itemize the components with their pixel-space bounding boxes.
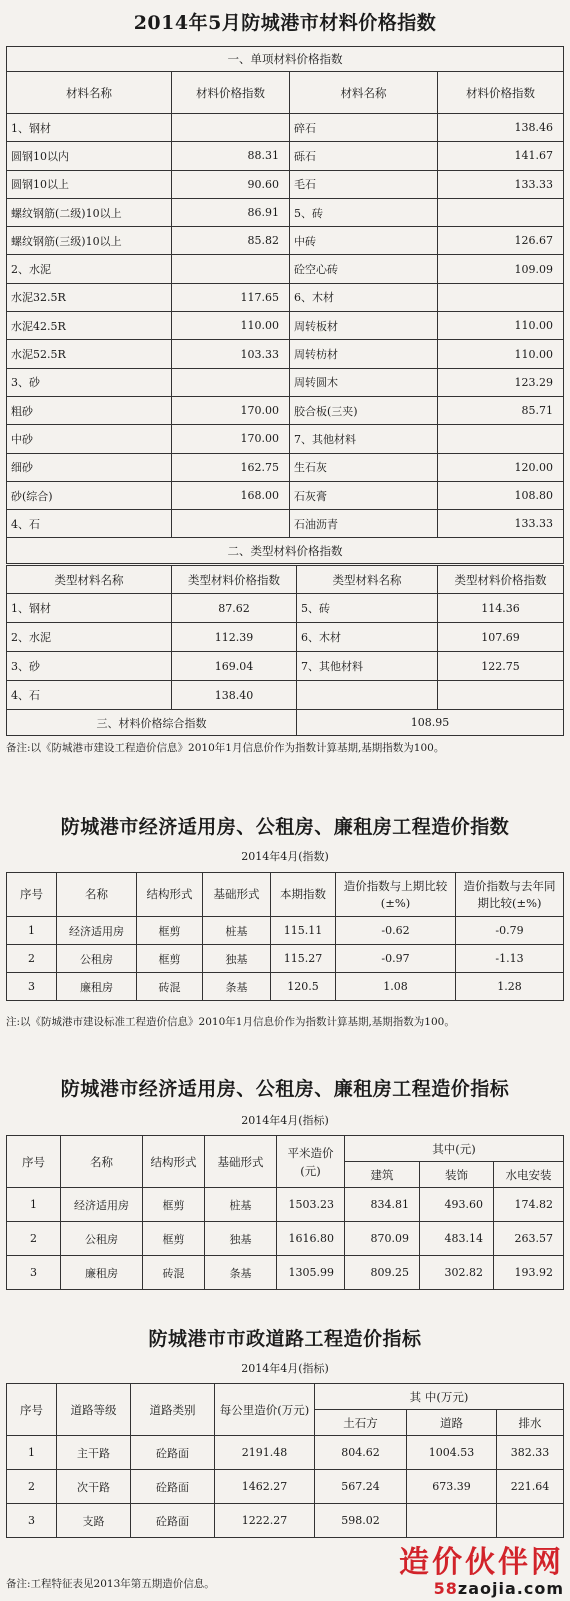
table-cell: 1.28 <box>456 973 564 1001</box>
table-cell: 独基 <box>205 1222 277 1256</box>
table-cell: 1616.80 <box>277 1222 345 1256</box>
table-row <box>7 255 564 283</box>
table-cell: 1222.27 <box>215 1504 315 1538</box>
table-cell: 廉租房 <box>61 1256 143 1290</box>
table-cell: 263.57 <box>494 1222 564 1256</box>
material-index-cell: 133.33 <box>438 170 564 198</box>
material-index-cell: 141.67 <box>438 142 564 170</box>
table-row <box>7 1256 564 1290</box>
col-header: 序号 <box>7 873 57 917</box>
col-header: 基础形式 <box>205 1136 277 1188</box>
col-header: 材料名称 <box>7 72 172 114</box>
type-name-cell: 7、其他材料 <box>297 652 438 681</box>
road-cost-title: 防城港市市政道路工程造价指标 <box>148 1328 422 1350</box>
table-row <box>7 1222 564 1256</box>
table-cell: -0.79 <box>456 917 564 945</box>
material-name-cell: 水泥52.5R <box>7 340 172 368</box>
watermark-url <box>399 1580 564 1598</box>
col-header: 类型材料价格指数 <box>172 566 297 594</box>
col-header: 水电安装 <box>494 1162 564 1188</box>
header-row <box>7 873 564 917</box>
material-rows <box>7 114 564 538</box>
watermark-url-rest: zaojia.com <box>457 1579 564 1598</box>
section2-title: 二、类型材料价格指数 <box>7 538 564 564</box>
material-index-cell: 108.80 <box>438 481 564 509</box>
table-cell: 1004.53 <box>407 1436 497 1470</box>
material-index-cell: 133.33 <box>438 510 564 538</box>
table-row <box>7 681 564 710</box>
table-cell: 支路 <box>57 1504 131 1538</box>
material-name-cell: 圆钢10以上 <box>7 170 172 198</box>
material-name-cell: 水泥32.5R <box>7 283 172 311</box>
col-header: 造价指数与去年同期比较(±%) <box>456 873 564 917</box>
table-cell: 公租房 <box>61 1222 143 1256</box>
type-index-cell: 122.75 <box>438 652 564 681</box>
composite-index-label: 三、材料价格综合指数 <box>7 710 297 736</box>
type-index-cell: 107.69 <box>438 623 564 652</box>
type-name-cell: 3、砂 <box>7 652 172 681</box>
housing-index-note: 注:以《防城港市建设标准工程造价信息》2010年1月信息价作为指数计算基期,基期指数为100。 <box>6 1016 455 1028</box>
table-cell: 独基 <box>203 945 271 973</box>
housing-cost-table <box>6 1135 564 1290</box>
material-name-cell: 4、石 <box>7 510 172 538</box>
table-row <box>7 1504 564 1538</box>
col-header: 结构形式 <box>137 873 203 917</box>
type-index-cell <box>438 681 564 710</box>
material-index-cell: 110.00 <box>172 312 290 340</box>
table-cell: 2191.48 <box>215 1436 315 1470</box>
type-material-table <box>6 565 564 736</box>
table-row <box>7 312 564 340</box>
table-cell: 302.82 <box>420 1256 494 1290</box>
material-name-cell: 毛石 <box>290 170 438 198</box>
col-header: 序号 <box>7 1136 61 1188</box>
road-cost-subtitle: 2014年4月(指标) <box>241 1362 329 1375</box>
material-index-cell: 109.09 <box>438 255 564 283</box>
material-index-cell: 170.00 <box>172 425 290 453</box>
col-header: 类型材料名称 <box>297 566 438 594</box>
material-name-cell: 1、钢材 <box>7 114 172 142</box>
table-cell: 次干路 <box>57 1470 131 1504</box>
col-header: 基础形式 <box>203 873 271 917</box>
col-header: 装饰 <box>420 1162 494 1188</box>
table-cell: 382.33 <box>497 1436 564 1470</box>
table-cell: 2 <box>7 945 57 973</box>
col-header: 本期指数 <box>271 873 336 917</box>
watermark-logo-text: 造价伙伴网 <box>399 1545 564 1580</box>
type-index-cell: 87.62 <box>172 594 297 623</box>
col-header: 道路类别 <box>131 1384 215 1436</box>
material-index-title: 2014年5月防城港市材料价格指数 <box>133 12 437 34</box>
material-name-cell: 碎石 <box>290 114 438 142</box>
table-cell: 1.08 <box>336 973 456 1001</box>
table-cell: 115.27 <box>271 945 336 973</box>
type-name-cell: 2、水泥 <box>7 623 172 652</box>
table-row <box>7 510 564 538</box>
table-cell: 870.09 <box>345 1222 420 1256</box>
material-index-cell: 86.91 <box>172 198 290 226</box>
material-name-cell: 3、砂 <box>7 368 172 396</box>
col-header: 材料价格指数 <box>172 72 290 114</box>
material-name-cell: 细砂 <box>7 453 172 481</box>
material-index-cell <box>172 368 290 396</box>
type-rows <box>7 594 564 710</box>
road-cost-note: 备注:工程特征表见2013年第五期造价信息。 <box>6 1578 215 1590</box>
table-cell: 483.14 <box>420 1222 494 1256</box>
table-row <box>7 227 564 255</box>
col-header: 其 中(万元) <box>315 1384 564 1410</box>
table-cell: 框剪 <box>143 1188 205 1222</box>
table-cell: 598.02 <box>315 1504 407 1538</box>
table-cell: 砖混 <box>137 973 203 1001</box>
material-name-cell: 7、其他材料 <box>290 425 438 453</box>
material-index-cell <box>438 283 564 311</box>
material-index-cell: 88.31 <box>172 142 290 170</box>
material-name-cell: 周转枋材 <box>290 340 438 368</box>
material-name-cell: 周转板材 <box>290 312 438 340</box>
table-cell: 2 <box>7 1222 61 1256</box>
type-index-cell: 114.36 <box>438 594 564 623</box>
table-row <box>7 594 564 623</box>
road-cost-table <box>6 1383 564 1538</box>
table-cell: 砖混 <box>143 1256 205 1290</box>
table-row <box>7 198 564 226</box>
type-name-cell: 1、钢材 <box>7 594 172 623</box>
table-cell: 经济适用房 <box>57 917 137 945</box>
table-cell: 1462.27 <box>215 1470 315 1504</box>
type-index-cell: 112.39 <box>172 623 297 652</box>
table-cell: 673.39 <box>407 1470 497 1504</box>
col-header: 建筑 <box>345 1162 420 1188</box>
table-cell: 公租房 <box>57 945 137 973</box>
material-name-cell: 中砂 <box>7 425 172 453</box>
table-cell: 经济适用房 <box>61 1188 143 1222</box>
table-row <box>7 1470 564 1504</box>
material-index-cell: 123.29 <box>438 368 564 396</box>
table-cell <box>497 1504 564 1538</box>
table-cell: 主干路 <box>57 1436 131 1470</box>
table-cell: 框剪 <box>137 945 203 973</box>
type-name-cell: 4、石 <box>7 681 172 710</box>
table-row <box>7 973 564 1001</box>
table-cell: 3 <box>7 1256 61 1290</box>
table-cell: 2 <box>7 1470 57 1504</box>
material-name-cell: 2、水泥 <box>7 255 172 283</box>
table-cell: 框剪 <box>143 1222 205 1256</box>
table-cell: 砼路面 <box>131 1436 215 1470</box>
table-cell: -1.13 <box>456 945 564 973</box>
col-header: 平米造价(元) <box>277 1136 345 1188</box>
material-name-cell: 石油沥青 <box>290 510 438 538</box>
table-row <box>7 1188 564 1222</box>
material-name-cell: 周转圆木 <box>290 368 438 396</box>
col-header: 材料名称 <box>290 72 438 114</box>
material-index-cell: 162.75 <box>172 453 290 481</box>
material-index-cell: 126.67 <box>438 227 564 255</box>
table-row <box>7 623 564 652</box>
col-header: 名称 <box>57 873 137 917</box>
table-row <box>7 917 564 945</box>
section1-title: 一、单项材料价格指数 <box>7 47 564 72</box>
material-name-cell: 生石灰 <box>290 453 438 481</box>
table-row <box>7 368 564 396</box>
watermark-url-prefix: 58 <box>433 1579 458 1598</box>
col-header: 道路 <box>407 1410 497 1436</box>
material-name-cell: 粗砂 <box>7 396 172 424</box>
material-name-cell: 螺纹钢筋(二级)10以上 <box>7 198 172 226</box>
table-cell: 桩基 <box>205 1188 277 1222</box>
table-cell: 条基 <box>203 973 271 1001</box>
table-cell: 条基 <box>205 1256 277 1290</box>
table-row <box>7 652 564 681</box>
material-name-cell: 螺纹钢筋(三级)10以上 <box>7 227 172 255</box>
col-header: 其中(元) <box>345 1136 564 1162</box>
material-name-cell: 胶合板(三夹) <box>290 396 438 424</box>
col-header: 序号 <box>7 1384 57 1436</box>
material-name-cell: 砾石 <box>290 142 438 170</box>
material-name-cell: 5、砖 <box>290 198 438 226</box>
col-header: 材料价格指数 <box>438 72 564 114</box>
col-header: 每公里造价(万元) <box>215 1384 315 1436</box>
material-name-cell: 砂(综合) <box>7 481 172 509</box>
col-header: 排水 <box>497 1410 564 1436</box>
table-row <box>7 945 564 973</box>
material-index-cell: 168.00 <box>172 481 290 509</box>
table-row <box>7 1436 564 1470</box>
col-header: 道路等级 <box>57 1384 131 1436</box>
material-index-cell: 120.00 <box>438 453 564 481</box>
col-header: 类型材料价格指数 <box>438 566 564 594</box>
housing-index-title: 防城港市经济适用房、公租房、廉租房工程造价指数 <box>60 816 510 838</box>
table-cell: 193.92 <box>494 1256 564 1290</box>
table-cell: 120.5 <box>271 973 336 1001</box>
table-cell: 框剪 <box>137 917 203 945</box>
table-cell: 174.82 <box>494 1188 564 1222</box>
table-cell: 1 <box>7 917 57 945</box>
table-cell: 3 <box>7 973 57 1001</box>
material-index-cell: 85.71 <box>438 396 564 424</box>
table-row <box>7 283 564 311</box>
material-name-cell: 6、木材 <box>290 283 438 311</box>
type-name-cell: 5、砖 <box>297 594 438 623</box>
table-row <box>7 142 564 170</box>
material-index-cell <box>172 255 290 283</box>
material-note: 备注:以《防城港市建设工程造价信息》2010年1月信息价作为指数计算基期,基期指数为100。 <box>6 742 445 754</box>
housing-index-table <box>6 872 564 1001</box>
table-cell: 1503.23 <box>277 1188 345 1222</box>
composite-index-value: 108.95 <box>297 710 564 736</box>
table-cell: 1 <box>7 1436 57 1470</box>
material-index-table <box>6 46 564 564</box>
table-cell: 1305.99 <box>277 1256 345 1290</box>
material-index-cell: 138.46 <box>438 114 564 142</box>
table-cell: 221.64 <box>497 1470 564 1504</box>
material-index-cell: 110.00 <box>438 312 564 340</box>
material-index-cell <box>172 114 290 142</box>
table-cell: 834.81 <box>345 1188 420 1222</box>
type-name-cell <box>297 681 438 710</box>
type-index-cell: 169.04 <box>172 652 297 681</box>
material-index-cell: 90.60 <box>172 170 290 198</box>
type-index-cell: 138.40 <box>172 681 297 710</box>
table-cell: 567.24 <box>315 1470 407 1504</box>
material-index-cell: 110.00 <box>438 340 564 368</box>
table-row <box>7 340 564 368</box>
table-row <box>7 425 564 453</box>
material-name-cell: 圆钢10以内 <box>7 142 172 170</box>
table-cell: -0.97 <box>336 945 456 973</box>
table-cell <box>407 1504 497 1538</box>
material-index-cell: 170.00 <box>172 396 290 424</box>
table-cell: 3 <box>7 1504 57 1538</box>
table-cell: 桩基 <box>203 917 271 945</box>
table-cell: 115.11 <box>271 917 336 945</box>
table-cell: 493.60 <box>420 1188 494 1222</box>
table-row <box>7 170 564 198</box>
material-index-cell: 103.33 <box>172 340 290 368</box>
housing-index-subtitle: 2014年4月(指数) <box>241 850 329 863</box>
material-index-cell: 85.82 <box>172 227 290 255</box>
table-cell: 1 <box>7 1188 61 1222</box>
table-cell: 砼路面 <box>131 1504 215 1538</box>
table-cell: -0.62 <box>336 917 456 945</box>
col-header: 结构形式 <box>143 1136 205 1188</box>
col-header: 造价指数与上期比较(±%) <box>336 873 456 917</box>
table-cell: 804.62 <box>315 1436 407 1470</box>
col-header: 土石方 <box>315 1410 407 1436</box>
material-index-cell <box>172 510 290 538</box>
table-row <box>7 481 564 509</box>
housing-cost-title: 防城港市经济适用房、公租房、廉租房工程造价指标 <box>60 1078 510 1100</box>
material-index-cell: 117.65 <box>172 283 290 311</box>
site-watermark <box>399 1546 564 1598</box>
material-index-cell <box>438 425 564 453</box>
col-header: 类型材料名称 <box>7 566 172 594</box>
table-row <box>7 453 564 481</box>
col-header: 名称 <box>61 1136 143 1188</box>
table-cell: 809.25 <box>345 1256 420 1290</box>
material-name-cell: 石灰膏 <box>290 481 438 509</box>
table-cell: 廉租房 <box>57 973 137 1001</box>
housing-cost-subtitle: 2014年4月(指标) <box>241 1114 329 1127</box>
material-name-cell: 砼空心砖 <box>290 255 438 283</box>
material-name-cell: 中砖 <box>290 227 438 255</box>
table-cell: 砼路面 <box>131 1470 215 1504</box>
material-name-cell: 水泥42.5R <box>7 312 172 340</box>
material-index-cell <box>438 198 564 226</box>
table-row <box>7 396 564 424</box>
type-name-cell: 6、木材 <box>297 623 438 652</box>
table-row <box>7 114 564 142</box>
